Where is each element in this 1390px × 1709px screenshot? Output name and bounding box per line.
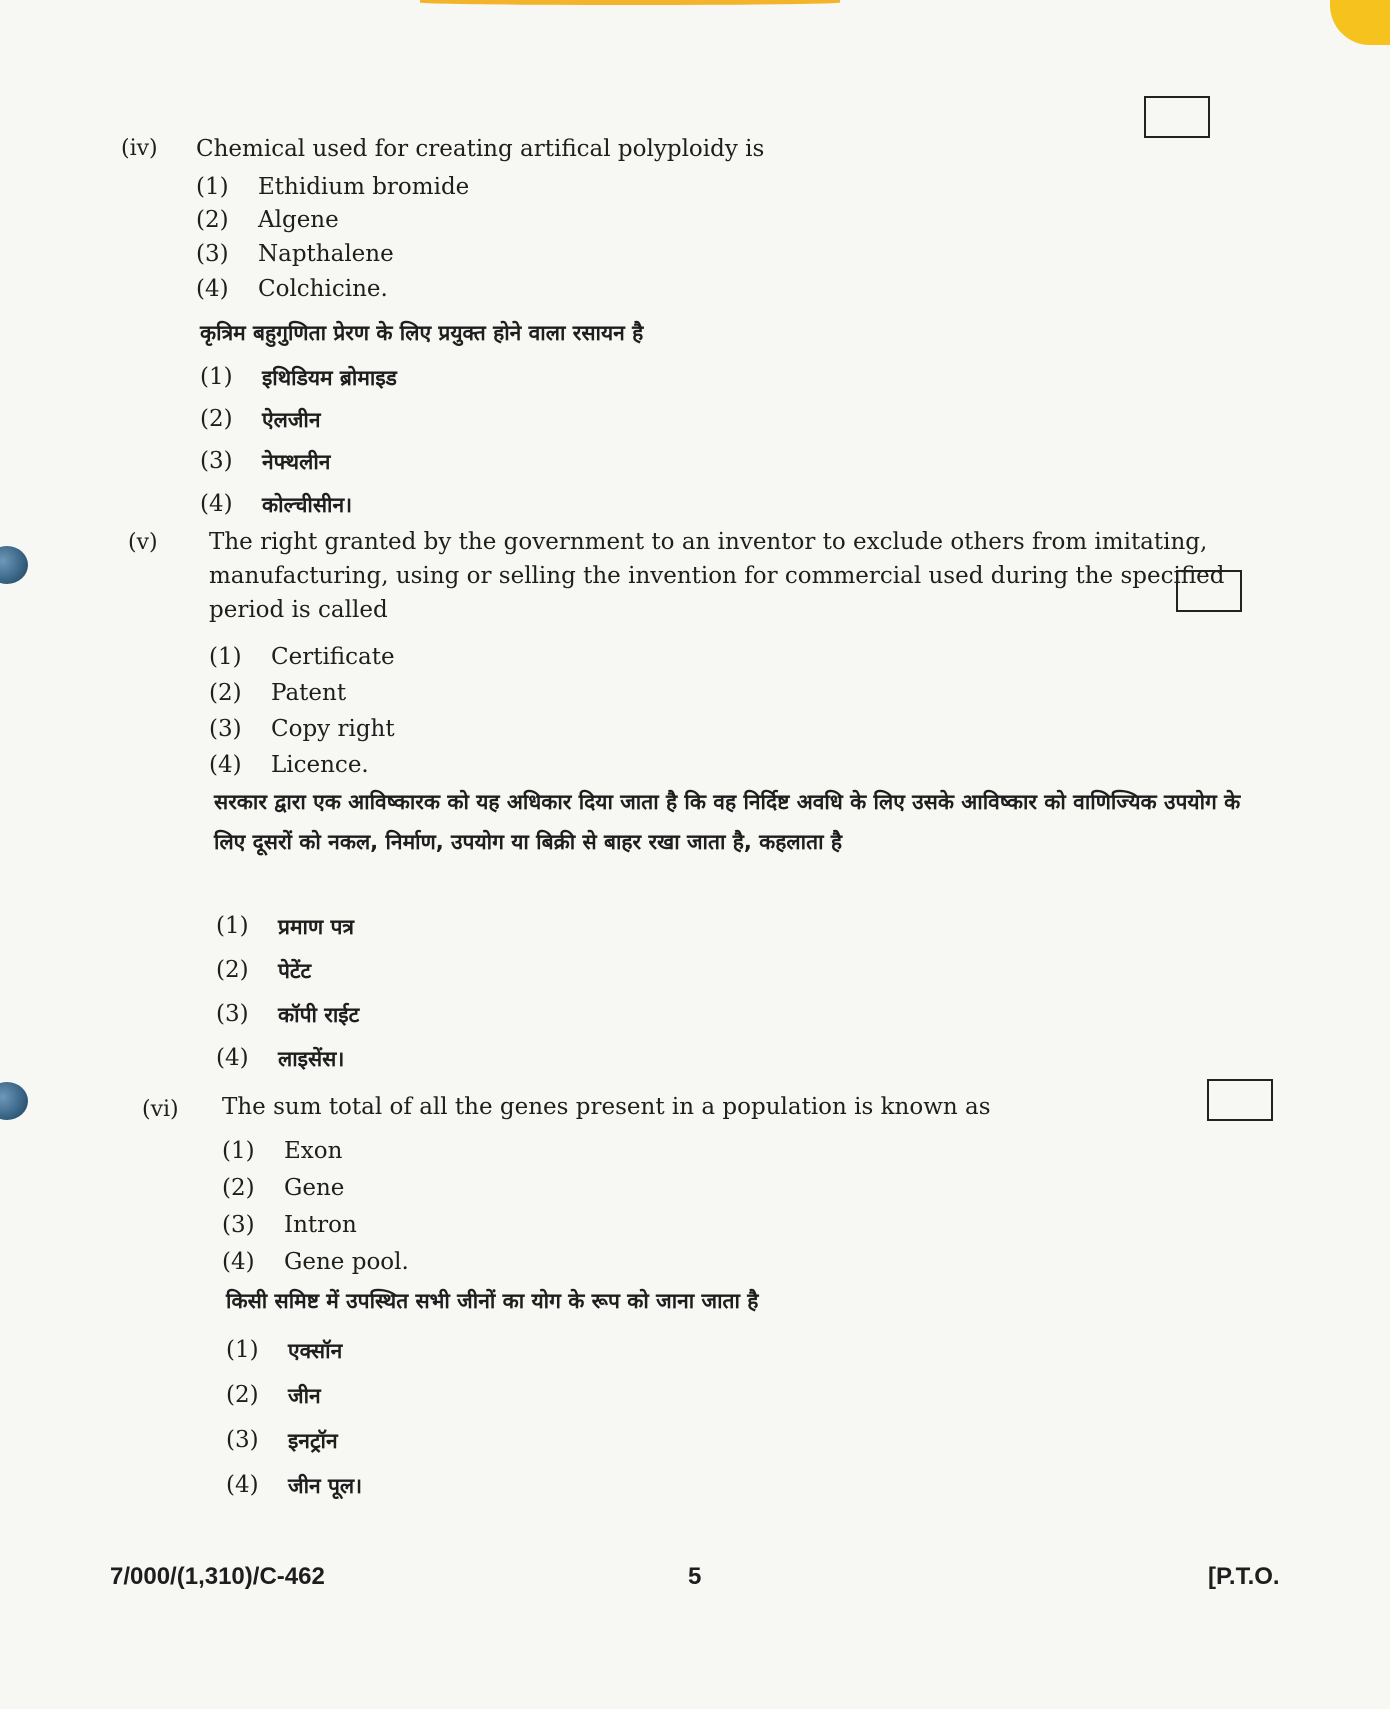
option-text: ऐलजीन: [262, 408, 321, 432]
option-hi: [216, 957, 311, 985]
option-hi: [200, 491, 352, 519]
option-text: जीन: [288, 1384, 321, 1408]
option-en: [196, 276, 388, 302]
option-hi: [216, 1045, 344, 1073]
option-number: (4): [196, 276, 229, 302]
punch-hole-top: [0, 546, 28, 584]
option-number: (1): [200, 364, 233, 390]
option-number: (3): [216, 1001, 249, 1027]
option-text: Colchicine.: [258, 276, 388, 302]
option-number: (3): [226, 1427, 259, 1453]
option-text: Napthalene: [258, 241, 394, 267]
option-number: (3): [222, 1212, 255, 1238]
option-text: Gene: [284, 1175, 345, 1201]
option-text: Patent: [271, 680, 347, 706]
option-hi: [226, 1337, 342, 1365]
answer-box-q6[interactable]: [1207, 1079, 1273, 1121]
option-number: (4): [209, 752, 242, 778]
option-text: Exon: [284, 1138, 343, 1164]
option-text: Certificate: [271, 644, 395, 670]
page-number: 5: [688, 1563, 702, 1590]
option-number: (2): [196, 207, 229, 233]
option-number: (4): [200, 491, 233, 517]
option-number: (1): [216, 913, 249, 939]
paper-code: 7/000/(1,310)/C-462: [110, 1563, 325, 1590]
option-en: [222, 1212, 357, 1238]
option-hi: [226, 1382, 321, 1410]
option-en: [222, 1138, 342, 1164]
question-number: (v): [128, 530, 158, 555]
option-number: (3): [196, 241, 229, 267]
option-text: लाइसेंस।: [278, 1047, 345, 1071]
option-hi: [216, 913, 354, 941]
option-text: नेफ्थलीन: [262, 450, 331, 474]
option-text: कोल्चीसीन।: [262, 493, 353, 517]
option-text: पेटेंट: [278, 959, 312, 983]
option-text: Ethidium bromide: [258, 174, 470, 200]
option-hi: [200, 406, 321, 434]
option-text: Algene: [258, 207, 339, 233]
option-en: [209, 716, 395, 742]
option-number: (2): [200, 406, 233, 432]
option-en: [209, 644, 395, 670]
option-text: प्रमाण पत्र: [278, 915, 354, 939]
option-en: [196, 241, 394, 267]
question-number: (vi): [142, 1097, 179, 1122]
option-number: (1): [196, 174, 229, 200]
option-en: [209, 752, 369, 778]
option-en: [209, 680, 346, 706]
option-number: (2): [209, 680, 242, 706]
corner-fold: [1330, 0, 1390, 45]
option-text: Intron: [284, 1212, 357, 1238]
question-text-en: The sum total of all the genes present in a population is known as: [222, 1094, 991, 1120]
option-text: जीन पूल।: [288, 1474, 363, 1498]
option-text: Copy right: [271, 716, 395, 742]
question-text-hi: कृत्रिम बहुगुणिता प्रेरण के लिए प्रयुक्त होने वाला रसायन है: [200, 321, 644, 345]
option-number: (1): [226, 1337, 259, 1363]
option-number: (2): [216, 957, 249, 983]
option-text: इथिडियम ब्रोमाइड: [262, 366, 397, 390]
option-text: एक्सॉन: [288, 1339, 343, 1363]
option-hi: [226, 1472, 362, 1500]
answer-box-q5[interactable]: [1176, 570, 1242, 612]
option-en: [196, 174, 469, 200]
option-hi: [216, 1001, 359, 1029]
option-hi: [200, 448, 330, 476]
option-en: [196, 207, 339, 233]
option-text: Licence.: [271, 752, 369, 778]
question-text-hi: सरकार द्वारा एक आविष्कारक को यह अधिकार दिया जाता है कि वह निर्दिष्ट अवधि के लिए उसके आविष्कार को वाणिज्यिक उपयोग के लिए दूसरों को नकल, निर्माण, उपयोग या बिक्री से बाहर रखा जाता है, कहलाता है: [214, 790, 1241, 854]
option-text: इनट्रॉन: [288, 1429, 338, 1453]
question-text-en: Chemical used for creating artifical polyploidy is: [196, 136, 765, 162]
option-number: (4): [226, 1472, 259, 1498]
top-color-stripe: [420, 0, 840, 5]
option-text: कॉपी राईट: [278, 1003, 360, 1027]
option-number: (3): [209, 716, 242, 742]
question-text-en: The right granted by the government to an inventor to exclude others from imitating, manufacturing, using or selling the invention for commercial used during the specified period is called: [209, 529, 1225, 623]
option-hi: [200, 364, 397, 392]
option-en: [222, 1175, 344, 1201]
punch-hole-bottom: [0, 1082, 28, 1120]
option-text: Gene pool.: [284, 1249, 409, 1275]
question-number: (iv): [121, 136, 158, 161]
option-number: (3): [200, 448, 233, 474]
option-number: (4): [216, 1045, 249, 1071]
answer-box-q4[interactable]: [1144, 96, 1210, 138]
option-number: (1): [222, 1138, 255, 1164]
option-hi: [226, 1427, 338, 1455]
option-number: (1): [209, 644, 242, 670]
option-number: (2): [226, 1382, 259, 1408]
option-en: [222, 1249, 409, 1275]
question-text-hi: किसी समिष्ट में उपस्थित सभी जीनों का योग के रूप को जाना जाता है: [226, 1289, 759, 1313]
option-number: (2): [222, 1175, 255, 1201]
option-number: (4): [222, 1249, 255, 1275]
pto-label: [P.T.O.: [1208, 1563, 1280, 1590]
